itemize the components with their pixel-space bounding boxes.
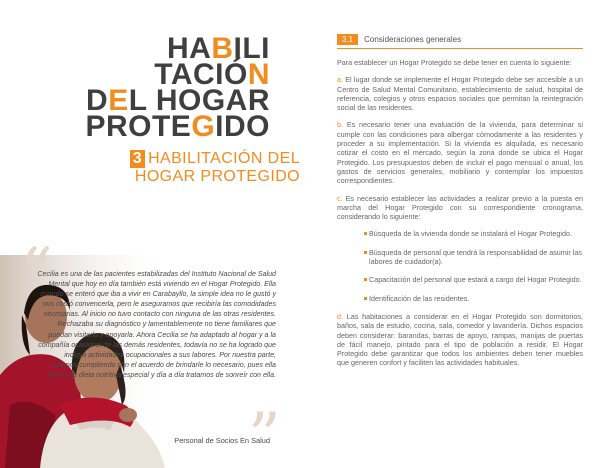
body-text	[337, 58, 583, 376]
title-line-2: TACIÓN	[154, 58, 270, 91]
title-line-3: DEL HOGAR	[86, 84, 270, 117]
title-line-4: PROTEGIDO	[85, 110, 270, 143]
paragraph-d: d. Las habitaciones a considerar en el Hogar Protegido son dormitorios, baños, sala de estudio, cocina, sala, comedor y lavandería. Dichos espacios deben considerar: barandas, barras de apoyo, rampas, manijas de puertas de fácil manejo, pintado para el tipo de población a residir. El Hogar Protegido debe garantizar que todos los ambientes deben tener muebles que generen confort y faciliten las actividades habituales.	[337, 311, 583, 368]
subsection-header	[337, 34, 583, 49]
subsection-number: 3.1	[337, 34, 358, 45]
intro-paragraph: Para establecer un Hogar Protegido se debe tener en cuenta lo siguiente:	[337, 58, 572, 67]
main-title	[85, 32, 270, 143]
list-item: Identificación de las residentes.	[369, 294, 583, 303]
list-item: Capacitación del personal que estará a cargo del Hogar Protegido.	[369, 275, 582, 285]
close-quote-mark: ”	[248, 400, 281, 468]
paragraph-a: a. El lugar donde se implemente el Hogar Protegido debe ser accesible a un Centro de Salud Mental Comunitario, establecimiento de salud, hospital de referencia, colegios y otros espacios sociales que permitan la reintegración social de las residentes.	[337, 75, 583, 113]
activities-list	[337, 229, 583, 302]
open-quote-mark: “	[20, 235, 53, 309]
list-item: Búsqueda de la vivienda donde se instalará el Hogar Protegido.	[369, 229, 583, 238]
testimonial-text: Cecilia es una de las pacientes estabilizadas del Instituto Nacional de Salud Mental que hoy en día también está viviendo en el Hogar Protegido. Ella cuando se enteró que iba a vivir en Carabayllo, la simple idea no le gustó y nos costó convencerla, pero le aseguramos que recibiría las comodidades necesarias. Al inicio no tuvo contacto con ninguna de las otras residentes. Rechazaba su diagnóstico y lamentablemente no tiene familiares que puedan visitarla y apoyarla. Ahora Cecilia se ha adaptado al hogar y a la compañía ocasional de las demás residentes, todavía no se ha logrado que incluya actividades ocupacionales a sus labores. Por nuestra parte, estamos cumpliendo con el acuerdo de brindarle lo necesario, pues ella tiene una dieta nutritiva especial y día a día tratamos de sonreír con ella.	[37, 270, 276, 379]
section-number: 3	[130, 150, 145, 168]
section-heading	[90, 150, 300, 186]
testimonial-author: Personal de Socios En Salud	[174, 436, 270, 445]
section-heading-text: HABILITACIÓN DEL HOGAR PROTEGIDO	[134, 150, 300, 185]
paragraph-c: c. Es necesario establecer las actividades a realizar previo a la puesta en marcha del Hogar Protegido con su correspondiente cronograma, considerando lo siguiente:	[337, 193, 584, 222]
paragraph-b: b. Es necesario tener una evaluación de la vivienda, para determinar si cumple con las condiciones para albergar cómodamente a las residentes y proceder a su implementación. Si la vivienda es alquilada, es necesario cotizar el costo en el mercado, según la zona donde se ubica el Hogar Protegido. Los presupuestos deben de incluir el pago mensual o anual, los gastos de servicios generales, mobiliario y contemplar los impuestos correspondientes.	[337, 120, 584, 186]
subsection-title: Consideraciones generales	[364, 35, 462, 44]
title-line-1: HABILI	[166, 32, 270, 65]
list-item: Búsqueda de personal que tendrá la responsabilidad de asumir las labores de cuidador(a).	[369, 247, 582, 267]
